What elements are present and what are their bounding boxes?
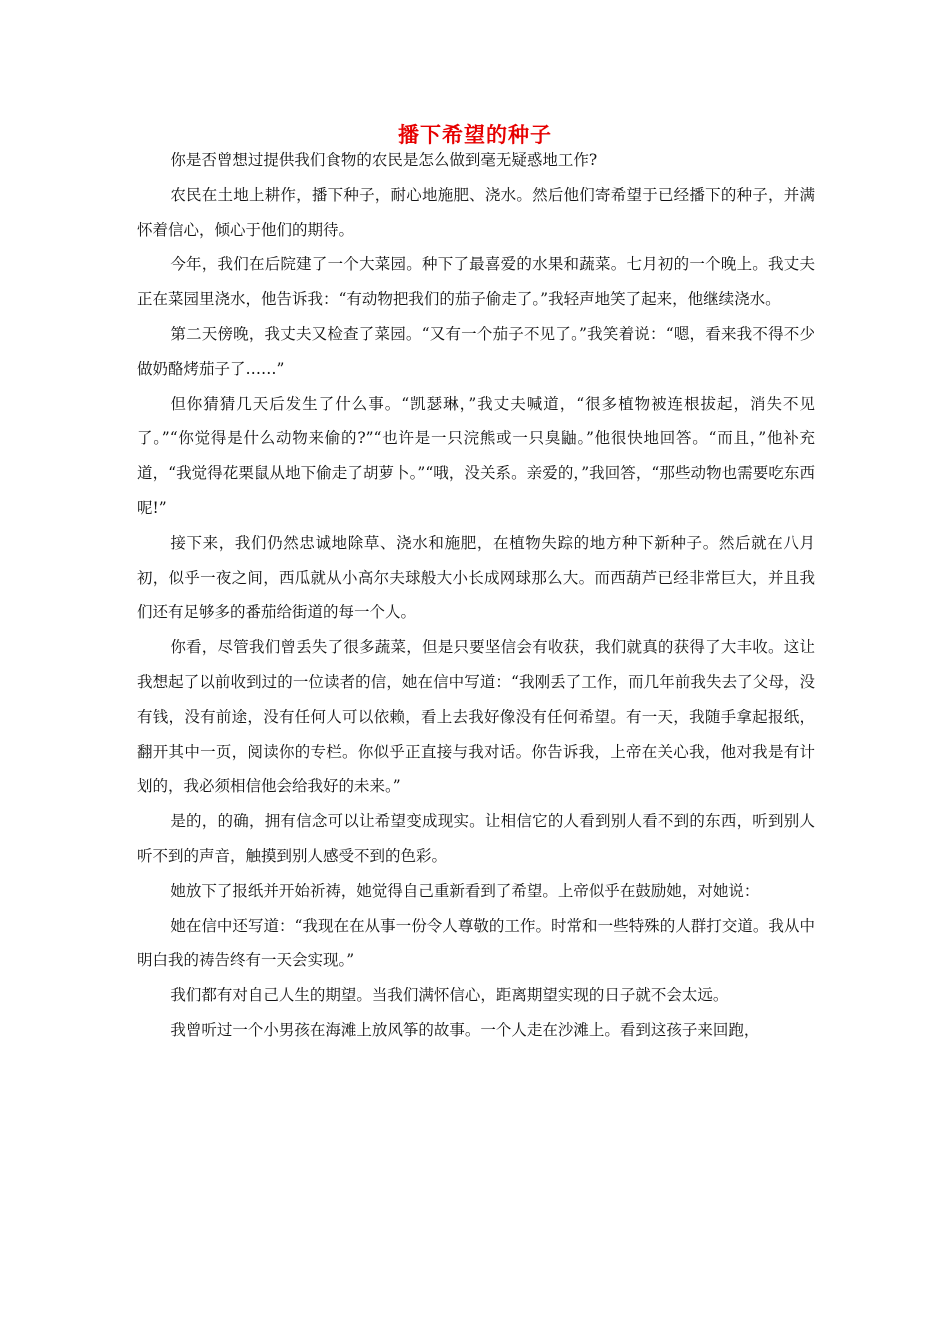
paragraph: 你是否曾想过提供我们食物的农民是怎么做到毫无疑惑地工作? <box>170 151 598 169</box>
article-title: 播下希望的种子 <box>398 123 552 147</box>
paragraph: 我们都有对自己人生的期望。当我们满怀信心，距离期望实现的日子就不会太远。 <box>170 986 729 1005</box>
paragraph: 是的，的确，拥有信念可以让希望变成现实。让相信它的人看到别人看不到的东西，听到别人听不到的声音，触摸到别人感受不到的色彩。 <box>137 812 815 865</box>
article-body <box>137 143 815 1048</box>
paragraph: 她在信中还写道：“我现在在从事一份令人尊敬的工作。时常和一些特殊的人群打交道。我从中明白我的祷告终有一天会实现。” <box>137 916 815 970</box>
paragraph: 我曾听过一个小男孩在海滩上放风筝的故事。一个人走在沙滩上。看到这孩子来回跑， <box>170 1020 760 1039</box>
paragraph: 农民在土地上耕作，播下种子，耐心地施肥、浇水。然后他们寄希望于已经播下的种子，并满怀着信心，倾心于他们的期待。 <box>137 185 815 239</box>
paragraph: 你看，尽管我们曾丢失了很多蔬菜，但是只要坚信会有收获，我们就真的获得了大丰收。这让我想起了以前收到过的一位读者的信，她在信中写道：“我刚丢了工作，而几年前我失去了父母，没有钱，没有前途，没有任何人可以依赖，看上去我好像没有任何希望。有一天，我随手拿起报纸，翻开其中一页，阅读你的专栏。你似乎正直接与我对话。你告诉我，上帝在关心我，他对我是有计划的，我必须相信他会给我好的未来。” <box>137 638 815 796</box>
paragraph: 但你猜猜几天后发生了什么事。“凯瑟琳，”我丈夫喊道，“很多植物被连根拔起，消失不见了。”“你觉得是什么动物来偷的?”“也许是一只浣熊或一只臭鼬。”他很快地回答。“而且，”他补充道，“我觉得花栗鼠从地下偷走了胡萝卜。”“哦，没关系。亲爱的，”我回答，“那些动物也需要吃东西呢!” <box>137 394 815 517</box>
paragraph: 她放下了报纸并开始祈祷，她觉得自己重新看到了希望。上帝似乎在鼓励她，对她说： <box>170 881 760 900</box>
paragraph: 今年，我们在后院建了一个大菜园。种下了最喜爱的水果和蔬菜。七月初的一个晚上。我丈夫正在菜园里浇水，他告诉我：“有动物把我们的茄子偷走了。”我轻声地笑了起来，他继续浇水。 <box>137 255 815 309</box>
paragraph: 第二天傍晚，我丈夫又检查了菜园。“又有一个茄子不见了。”我笑着说：“嗯，看来我不得不少做奶酪烤茄子了……” <box>137 324 815 378</box>
paragraph: 接下来，我们仍然忠诚地除草、浇水和施肥，在植物失踪的地方种下新种子。然后就在八月初，似乎一夜之间，西瓜就从小高尔夫球般大小长成网球那么大。而西葫芦已经非常巨大，并且我们还有足够多的番茄给街道的每一个人。 <box>137 533 815 622</box>
